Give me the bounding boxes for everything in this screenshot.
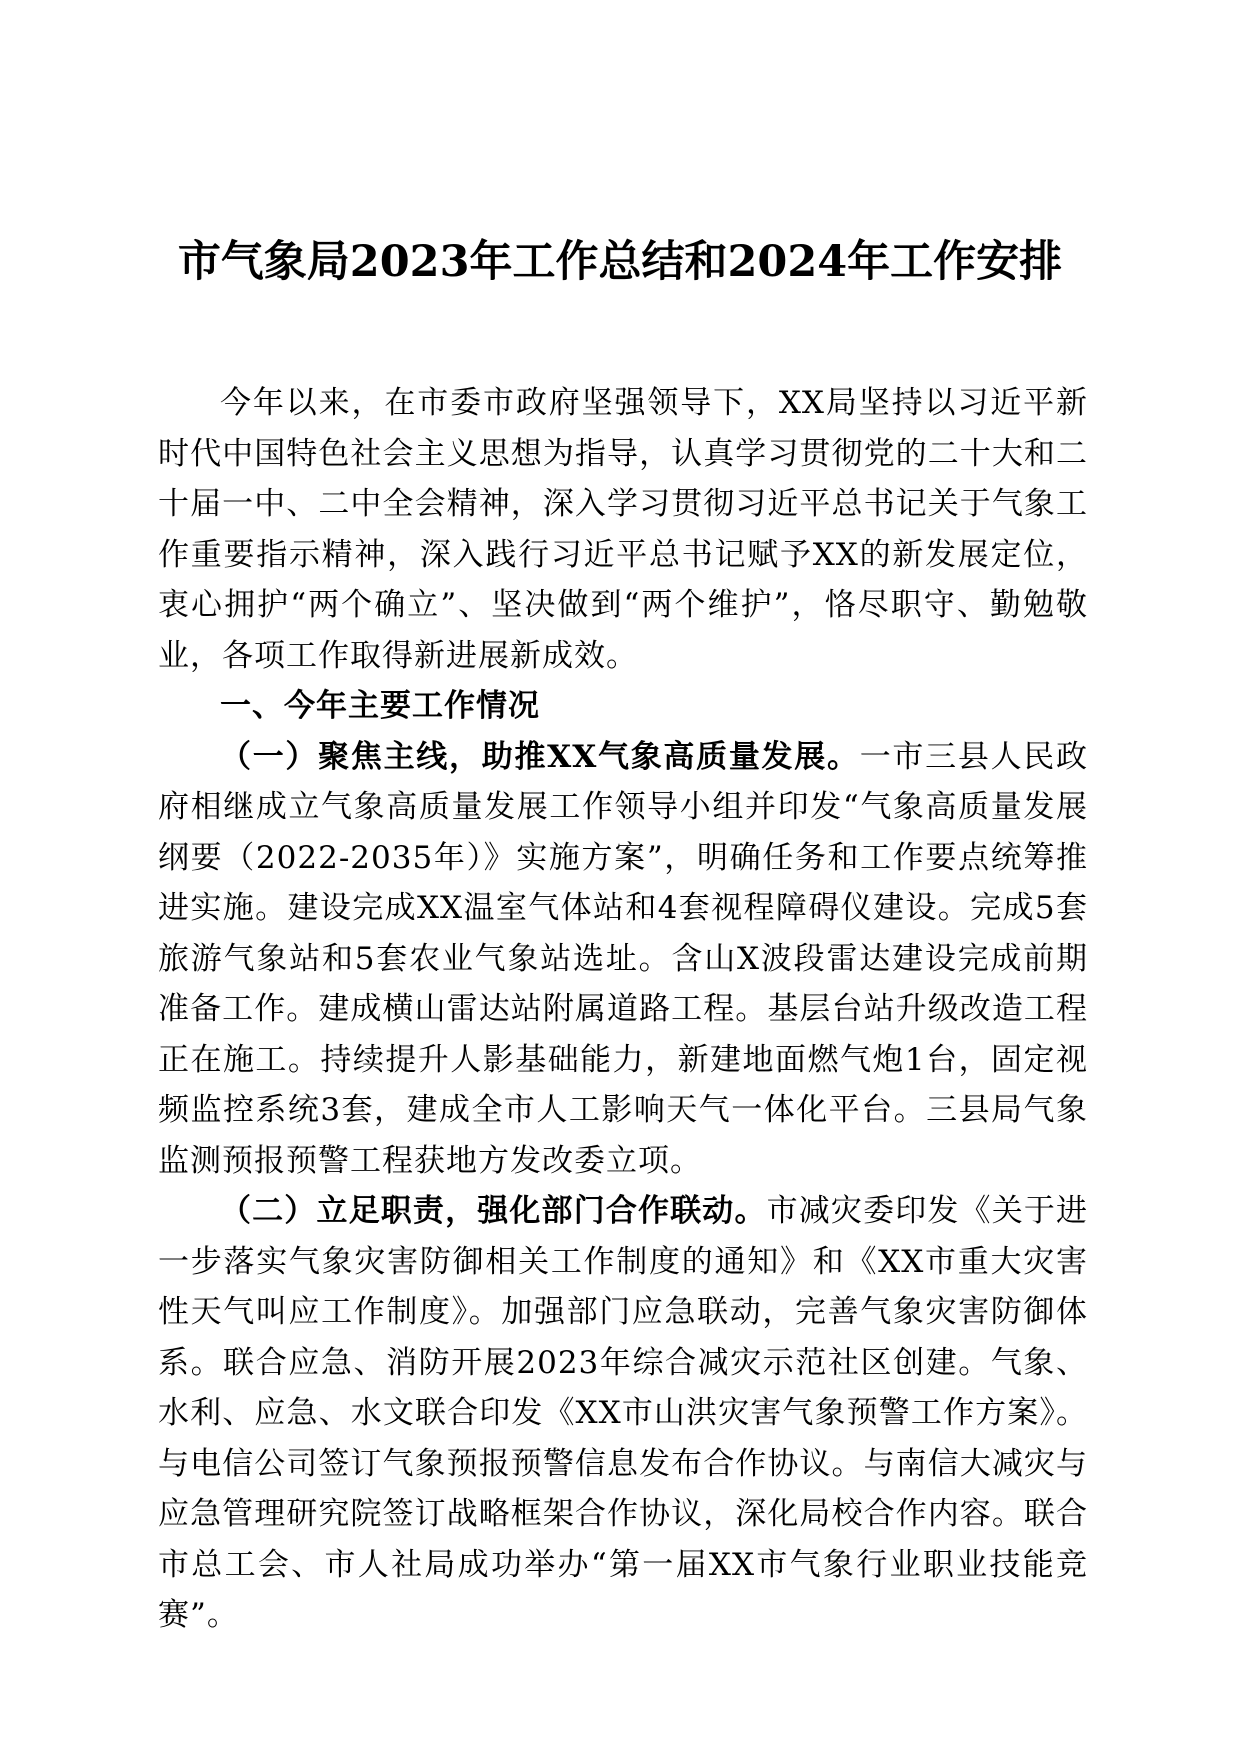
item-1-body: 一市三县人民政府相继成立气象高质量发展工作领导小组并印发“气象高质量发展纲要（2022-2035年）》实施方案”，明确任务和工作要点统筹推进实施。建设完成XX温室气体站和4套视程障碍仪建设。完成5套旅游气象站和5套农业气象站选址。含山X波段雷达建设完成前期准备工作。建成横山雷达站附属道路工程。基层台站升级改造工程正在施工。持续提升人影基础能力，新建地面燃气炮1台，固定视频监控系统3套，建成全市人工影响天气一体化平台。三县局气象监测预报预警工程获地方发改委立项。 xyxy=(158,738,1088,1179)
item-2-body: 市减灾委印发《关于进一步落实气象灾害防御相关工作制度的通知》和《XX市重大灾害性天气叫应工作制度》。加强部门应急联动，完善气象灾害防御体系。联合应急、消防开展2023年综合减灾示范社区创建。气象、水利、应急、水文联合印发《XX市山洪灾害气象预警工作方案》。与电信公司签订气象预报预警信息发布合作协议。与南信大减灾与应急管理研究院签订战略框架合作协议，深化局校合作内容。联合市总工会、市人社局成功举办“第一届XX市气象行业职业技能竞赛”。 xyxy=(158,1193,1089,1633)
item-2-heading: （二）立足职责，强化部门合作联动。 xyxy=(220,1193,767,1229)
item-1-paragraph xyxy=(158,732,1088,1187)
item-2-paragraph xyxy=(158,1186,1088,1641)
document-title: 市气象局2023年工作总结和2024年工作安排 xyxy=(177,237,1063,287)
item-1-heading: （一）聚焦主线，助推XX气象高质量发展。 xyxy=(220,738,860,775)
document-body xyxy=(158,378,1088,1641)
section-heading: 一、今年主要工作情况 xyxy=(220,688,540,724)
intro-paragraph: 今年以来，在市委市政府坚强领导下，XX局坚持以习近平新时代中国特色社会主义思想为指导，认真学习贯彻党的二十大和二十届一中、二中全会精神，深入学习贯彻习近平总书记关于气象工作重要指示精神，深入践行习近平总书记赋予XX的新发展定位，衷心拥护“两个确立”、坚决做到“两个维护”，恪尽职守、勤勉敬业，各项工作取得新进展新成效。 xyxy=(158,385,1088,674)
